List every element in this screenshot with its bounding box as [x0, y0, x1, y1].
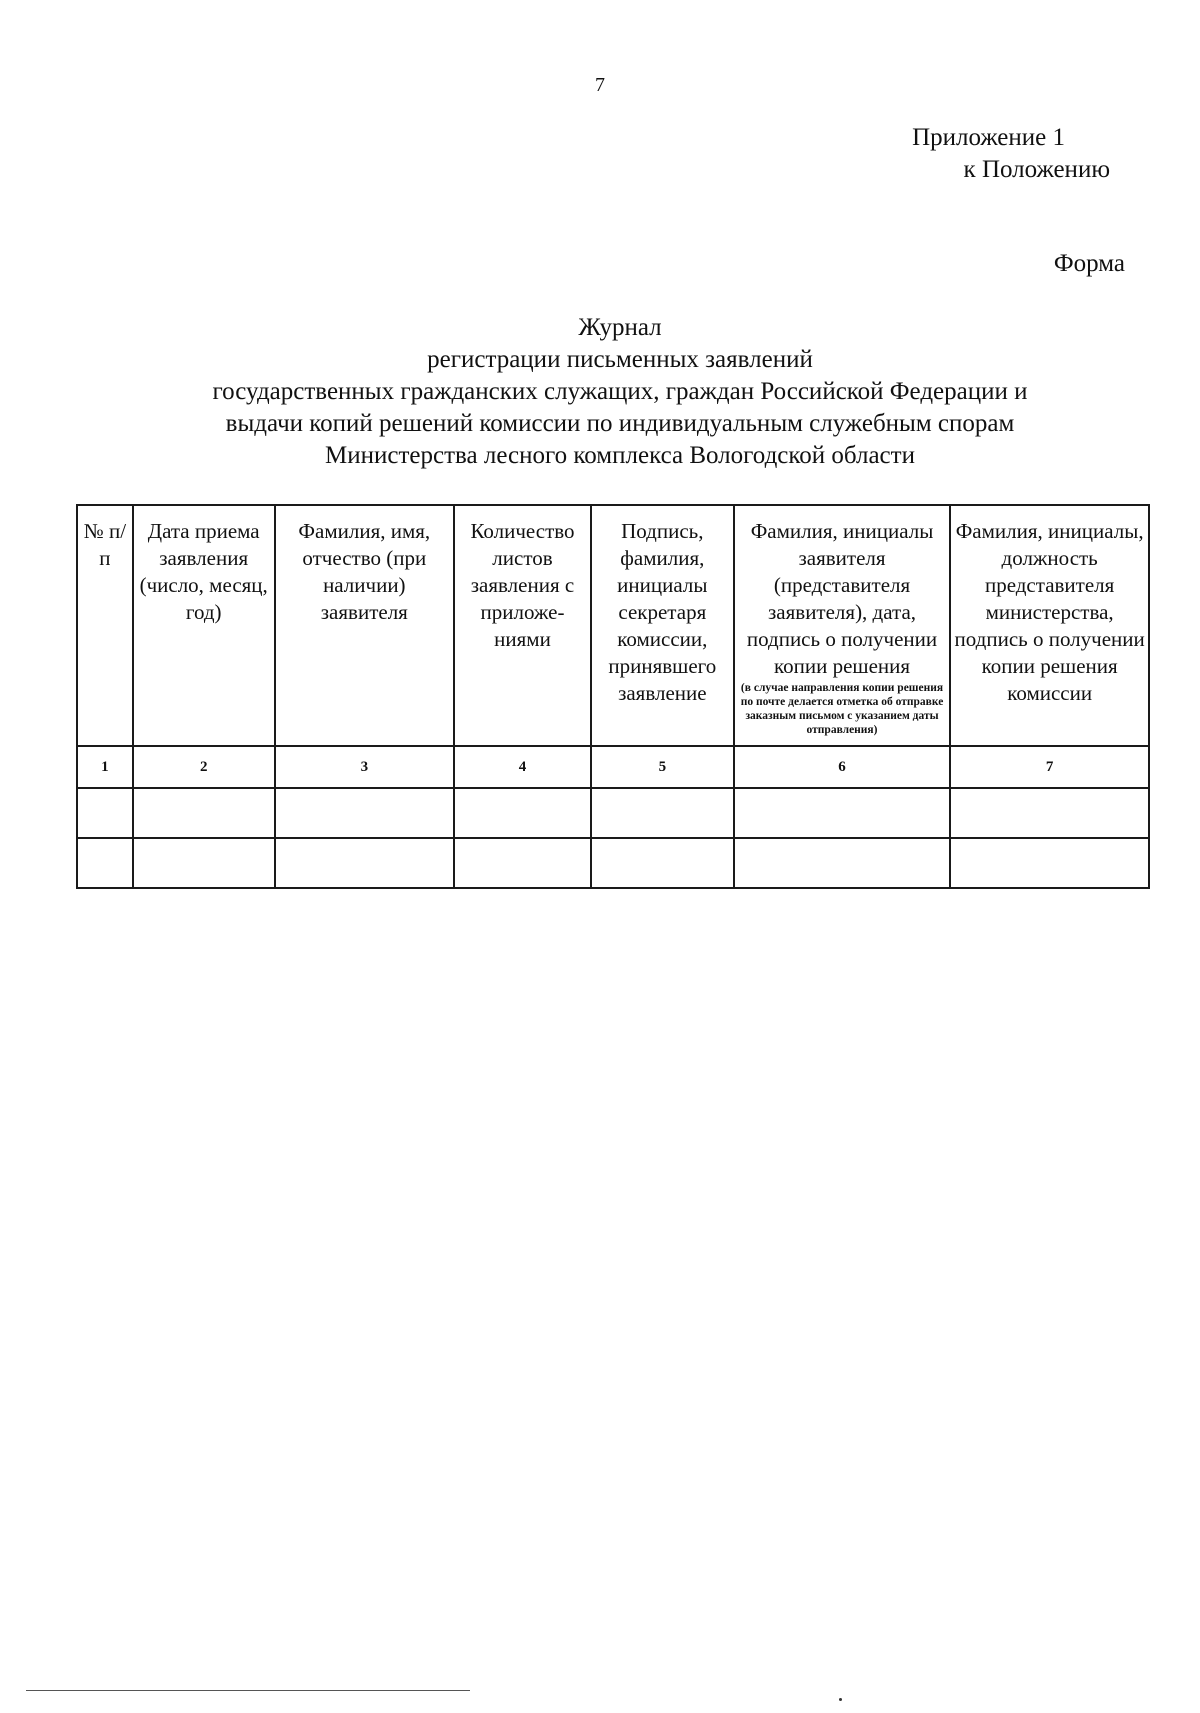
- footer-scan-mark: [839, 1698, 842, 1701]
- table-cell: [77, 838, 133, 888]
- table-cell: [950, 838, 1149, 888]
- header-cell-date: [133, 505, 275, 746]
- table-cell: [77, 788, 133, 838]
- table-row: [77, 838, 1149, 888]
- table-cell: [454, 788, 591, 838]
- column-number-cell: 5: [591, 746, 734, 788]
- title-line-3: государственных гражданских служащих, граждан Российской Федерации и: [212, 378, 1028, 405]
- table-cell: [454, 838, 591, 888]
- column-number-cell: 3: [275, 746, 455, 788]
- header-cell-secretary-signature: [591, 505, 734, 746]
- form-label: Форма: [1053, 250, 1125, 277]
- header-note: (в случае направления копии решения по почте делается отметка об отправке заказным письмом с указанием даты отправления): [740, 682, 944, 736]
- registration-journal-table: [76, 504, 1150, 889]
- page-number: 7: [595, 74, 605, 96]
- table-cell: [734, 788, 951, 838]
- footer-scan-line: [26, 1690, 470, 1691]
- header-cell-sheet-count: [454, 505, 591, 746]
- column-number-row: [77, 746, 1149, 788]
- column-number-cell: 7: [950, 746, 1149, 788]
- header-label: Фамилия, имя, отчество (при наличии) заявителя: [298, 519, 431, 624]
- title-line-2: регистрации письменных заявлений: [427, 346, 813, 373]
- header-label: Дата приема заявления (число, месяц, год): [139, 519, 268, 624]
- table-row: [77, 788, 1149, 838]
- appendix-line-2: к Положению: [963, 156, 1110, 183]
- header-cell-applicant-receipt: [734, 505, 951, 746]
- table-cell: [275, 838, 455, 888]
- table-cell: [950, 788, 1149, 838]
- appendix-line-1: Приложение 1: [912, 124, 1065, 151]
- header-label: Подпись, фамилия, инициалы секретаря комиссии, принявшего заявление: [608, 519, 717, 705]
- title-line-1: Журнал: [578, 314, 662, 341]
- header-label: Фамилия, инициалы заявителя (представителя заявителя), дата, подпись о получении копии решения: [746, 519, 938, 678]
- document-title: [0, 312, 1200, 472]
- table-cell: [275, 788, 455, 838]
- header-label: Количество листов заявления с приложе-ниями: [470, 519, 575, 651]
- table-cell: [591, 838, 734, 888]
- header-cell-ministry-receipt: [950, 505, 1149, 746]
- column-number-cell: 1: [77, 746, 133, 788]
- table-header-row: [77, 505, 1149, 746]
- header-label: Фамилия, инициалы, должность представителя министерства, подпись о получении копии решения комиссии: [954, 519, 1145, 705]
- column-number-cell: 4: [454, 746, 591, 788]
- table-cell: [591, 788, 734, 838]
- column-number-cell: 6: [734, 746, 951, 788]
- header-cell-applicant-name: [275, 505, 455, 746]
- table-cell: [133, 788, 275, 838]
- column-number-cell: 2: [133, 746, 275, 788]
- header-cell-number: [77, 505, 133, 746]
- title-line-4: выдачи копий решений комиссии по индивидуальным служебным спорам: [225, 410, 1015, 437]
- table-cell: [133, 838, 275, 888]
- appendix-reference: [912, 122, 1110, 186]
- title-line-5: Министерства лесного комплекса Вологодской области: [325, 442, 915, 469]
- table-cell: [734, 838, 951, 888]
- header-label: № п/п: [83, 519, 127, 570]
